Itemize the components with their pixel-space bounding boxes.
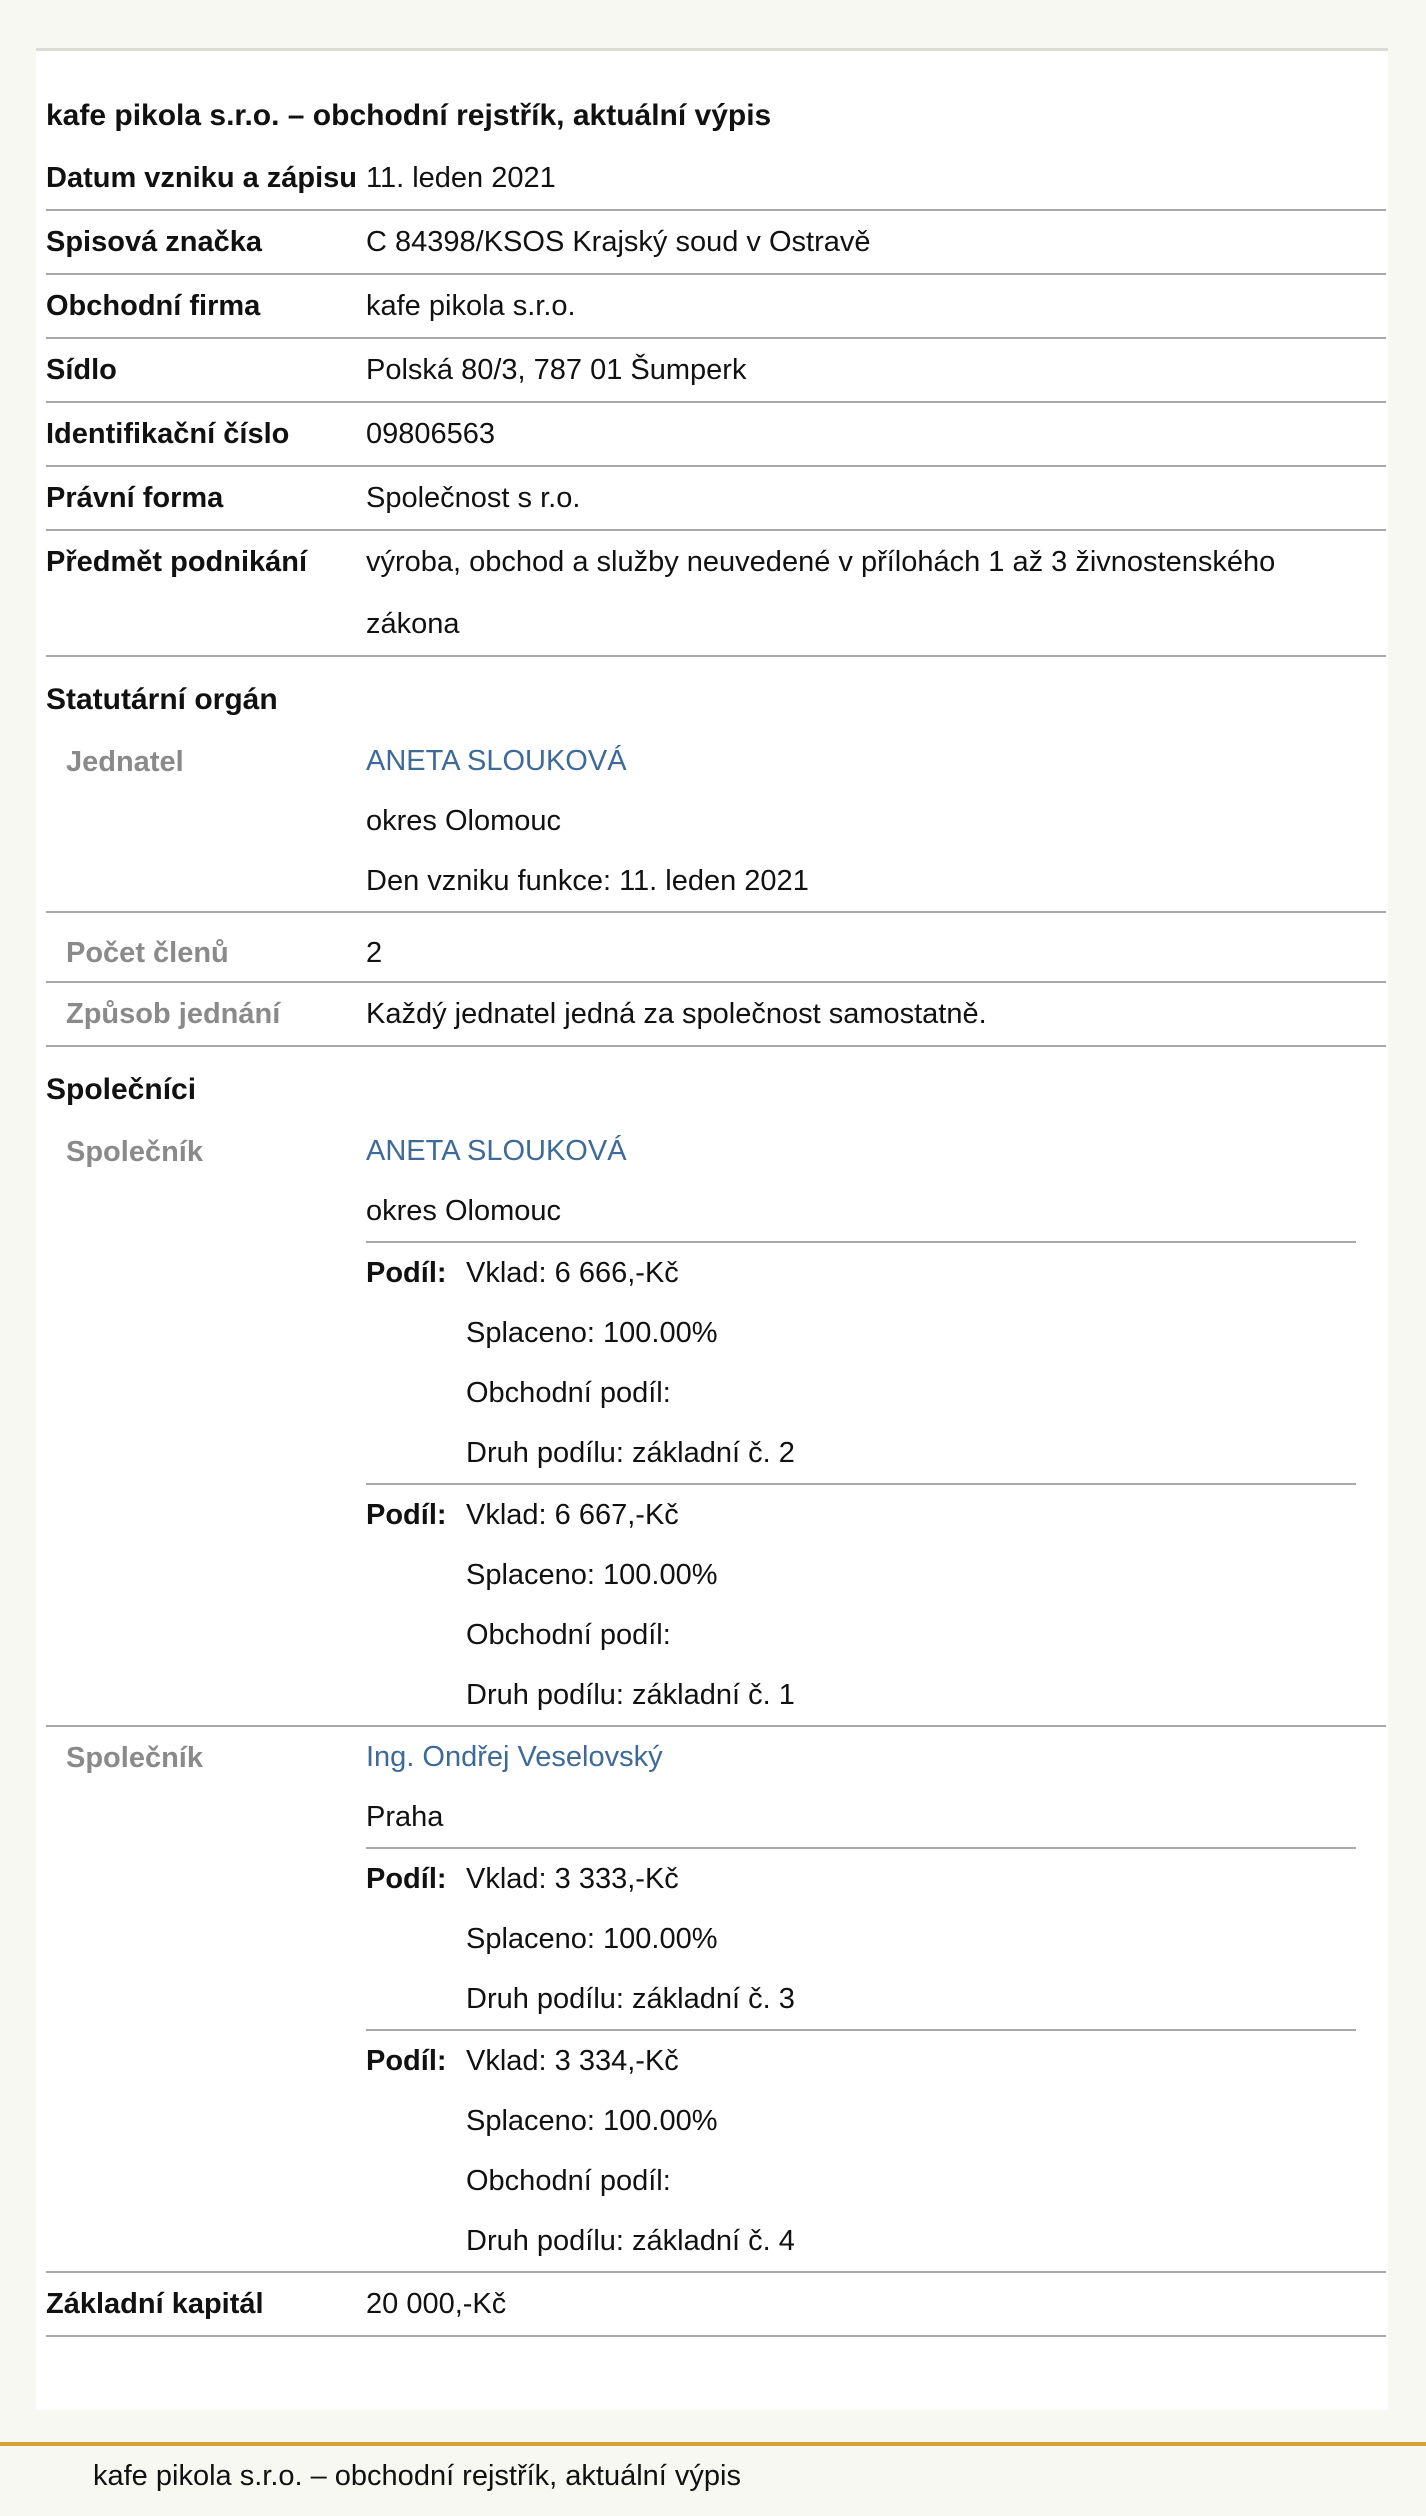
row-label: Obchodní firma — [46, 290, 261, 322]
partner-1 — [46, 1121, 1386, 1727]
partner-details — [366, 1727, 1386, 2271]
statutory-count — [46, 913, 1386, 983]
statutory-method — [46, 983, 1386, 1047]
partner-name-link[interactable]: ANETA SLOUKOVÁ — [366, 1135, 627, 1167]
share-business: Obchodní podíl: — [466, 2165, 671, 2197]
share-lines — [466, 1849, 795, 2029]
partner-label: Společník — [66, 1136, 203, 1168]
share-lines — [466, 1485, 795, 1725]
partner-2 — [46, 1727, 1386, 2273]
row-business-scope — [46, 531, 1386, 657]
row-value: kafe pikola s.r.o. — [366, 290, 576, 322]
footer-bar — [0, 2442, 1426, 2516]
row-label: Spisová značka — [46, 226, 262, 258]
register-card — [36, 48, 1388, 2410]
share-paid: Splaceno: 100.00% — [466, 1923, 718, 1955]
share-lines — [466, 1243, 795, 1483]
row-label: Právní forma — [46, 482, 224, 514]
row-share-capital — [46, 2273, 1386, 2337]
share-label: Podíl: — [366, 1863, 447, 1895]
share-deposit: Vklad: 3 334,-Kč — [466, 2045, 679, 2077]
page-title: kafe pikola s.r.o. – obchodní rejstřík, aktuální výpis — [46, 99, 772, 132]
row-file-number — [46, 211, 1386, 275]
capital-value: 20 000,-Kč — [366, 2288, 507, 2320]
footer-title: kafe pikola s.r.o. – obchodní rejstřík, aktuální výpis — [93, 2460, 741, 2492]
share-block — [366, 2029, 1356, 2271]
count-value: 2 — [366, 937, 383, 969]
share-deposit: Vklad: 3 333,-Kč — [466, 1863, 679, 1895]
method-label: Způsob jednání — [66, 998, 281, 1030]
method-value: Každý jednatel jedná za společnost samostatně. — [366, 998, 987, 1030]
partner-place: okres Olomouc — [366, 1195, 562, 1227]
partner-place: Praha — [366, 1801, 444, 1833]
row-value: Polská 80/3, 787 01 Šumperk — [366, 354, 747, 386]
share-deposit: Vklad: 6 667,-Kč — [466, 1499, 679, 1531]
row-company-name — [46, 275, 1386, 339]
share-business: Obchodní podíl: — [466, 1619, 671, 1651]
share-block — [366, 1241, 1356, 1483]
share-block — [366, 1483, 1356, 1725]
share-business: Obchodní podíl: — [466, 1377, 671, 1409]
member-label: Jednatel — [66, 746, 184, 778]
register-content — [46, 99, 1386, 2337]
member-district: okres Olomouc — [366, 805, 562, 837]
member-details — [366, 731, 1386, 911]
share-paid: Splaceno: 100.00% — [466, 1559, 718, 1591]
capital-label: Základní kapitál — [46, 2288, 264, 2320]
share-block — [366, 1847, 1356, 2029]
member-name-link[interactable]: ANETA SLOUKOVÁ — [366, 745, 627, 777]
share-deposit: Vklad: 6 666,-Kč — [466, 1257, 679, 1289]
row-value: 11. leden 2021 — [366, 162, 556, 194]
member-since: Den vzniku funkce: 11. leden 2021 — [366, 865, 809, 897]
row-label: Předmět podnikání — [46, 546, 308, 578]
share-type: Druh podílu: základní č. 4 — [466, 2225, 795, 2257]
row-value: výroba, obchod a služby neuvedené v přílohách 1 až 3 živnostenského zákona — [366, 546, 1276, 640]
statutory-member — [46, 731, 1386, 913]
share-label: Podíl: — [366, 1257, 447, 1289]
partner-details — [366, 1121, 1386, 1725]
share-type: Druh podílu: základní č. 3 — [466, 1983, 795, 2015]
row-value: C 84398/KSOS Krajský soud v Ostravě — [366, 226, 871, 258]
row-label: Datum vzniku a zápisu — [46, 162, 358, 194]
row-founding-date — [46, 147, 1386, 211]
row-label: Identifikační číslo — [46, 418, 290, 450]
partners-heading: Společníci — [46, 1073, 197, 1106]
row-seat — [46, 339, 1386, 403]
row-value: 09806563 — [366, 418, 496, 450]
row-value: Společnost s r.o. — [366, 482, 581, 514]
partner-label: Společník — [66, 1742, 203, 1774]
row-legal-form — [46, 467, 1386, 531]
share-lines — [466, 2031, 795, 2271]
share-label: Podíl: — [366, 1499, 447, 1531]
row-label: Sídlo — [46, 354, 117, 386]
row-id-number — [46, 403, 1386, 467]
share-type: Druh podílu: základní č. 1 — [466, 1679, 795, 1711]
share-label: Podíl: — [366, 2045, 447, 2077]
share-type: Druh podílu: základní č. 2 — [466, 1437, 795, 1469]
statutory-heading: Statutární orgán — [46, 683, 278, 716]
partner-name-link[interactable]: Ing. Ondřej Veselovský — [366, 1741, 663, 1773]
share-paid: Splaceno: 100.00% — [466, 2105, 718, 2137]
share-paid: Splaceno: 100.00% — [466, 1317, 718, 1349]
count-label: Počet členů — [66, 937, 229, 969]
